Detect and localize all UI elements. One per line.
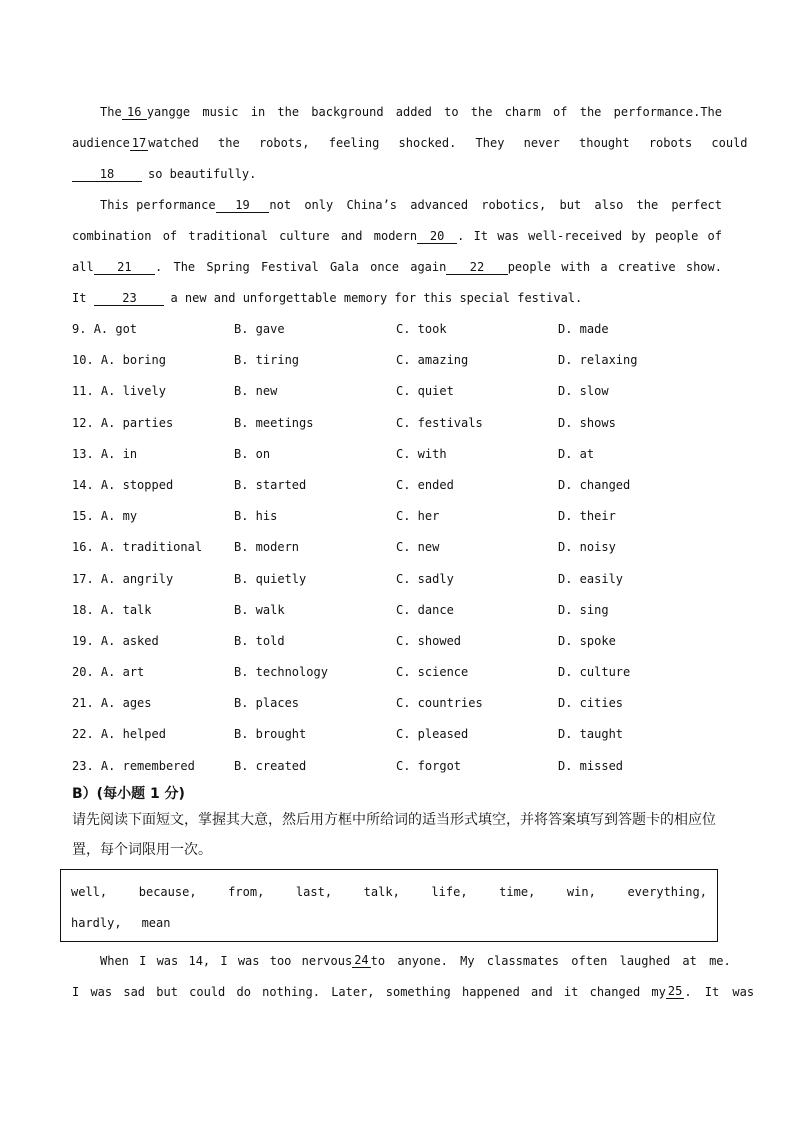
- option-b[interactable]: B. new: [234, 384, 278, 399]
- options-list: [72, 314, 722, 782]
- option-c[interactable]: C. dance: [396, 602, 454, 617]
- option-a[interactable]: A. got: [93, 322, 138, 336]
- option-b[interactable]: B. on: [234, 446, 271, 461]
- option-a[interactable]: A. boring: [100, 353, 166, 368]
- option-d[interactable]: D. culture: [558, 665, 631, 680]
- passage-line: It 23 a new and unforgettable memory for this special festival.: [72, 290, 583, 305]
- option-d[interactable]: D. made: [558, 322, 609, 336]
- option-a[interactable]: A. remembered: [100, 758, 195, 773]
- option-c[interactable]: C. festivals: [396, 415, 483, 430]
- option-d[interactable]: D. cities: [558, 696, 624, 711]
- option-row: 10. A. boring B. tiring C. amazing D. relaxing: [72, 345, 722, 376]
- section-b-instruction: 请先阅读下面短文，掌握其大意，然后用方框中所给词的适当形式填空，并将答案填写到答题卡的相应位: [72, 811, 716, 828]
- option-a[interactable]: A. traditional: [100, 540, 203, 555]
- option-b[interactable]: B. tiring: [234, 353, 300, 368]
- option-b[interactable]: B. modern: [234, 540, 300, 555]
- blank-16[interactable]: 16: [122, 106, 147, 120]
- option-d[interactable]: D. their: [558, 509, 616, 524]
- option-row: 19. A. asked B. told C. showed D. spoke: [72, 626, 722, 657]
- option-c[interactable]: C. her: [396, 509, 440, 524]
- option-d[interactable]: D. easily: [558, 571, 624, 586]
- option-c[interactable]: C. quiet: [396, 384, 454, 399]
- option-c[interactable]: C. countries: [396, 696, 483, 711]
- option-d[interactable]: D. noisy: [558, 540, 616, 555]
- option-row: 20. A. art B. technology C. science D. culture: [72, 657, 722, 688]
- passage-line: I was sad but could do nothing. Later, something happened and it changed my 25 . It was: [72, 984, 755, 999]
- option-a[interactable]: A. stopped: [100, 477, 174, 492]
- option-b[interactable]: B. quietly: [234, 571, 307, 586]
- blank-20[interactable]: 20: [417, 230, 457, 244]
- blank-22[interactable]: 22: [446, 261, 507, 275]
- word-box-row: hardly, mean: [71, 915, 171, 930]
- option-a[interactable]: A. helped: [100, 727, 166, 742]
- blank-23[interactable]: 23: [94, 292, 164, 306]
- option-b[interactable]: B. told: [234, 633, 285, 648]
- blank-19[interactable]: 19: [216, 199, 270, 213]
- option-c[interactable]: C. showed: [396, 633, 462, 648]
- option-row: 13. A. in B. on C. with D. at: [72, 439, 722, 470]
- option-a[interactable]: A. my: [100, 509, 138, 524]
- blank-17[interactable]: 17: [131, 135, 147, 150]
- option-row: 16. A. traditional B. modern C. new D. noisy: [72, 532, 722, 563]
- option-b[interactable]: B. brought: [234, 727, 307, 742]
- blank-25[interactable]: 25: [667, 984, 683, 999]
- option-b[interactable]: B. created: [234, 758, 307, 773]
- option-d[interactable]: D. at: [558, 446, 595, 461]
- option-row: 9. A. got B. gave C. took D. made: [72, 314, 722, 345]
- option-b[interactable]: B. technology: [234, 665, 328, 680]
- option-b[interactable]: B. started: [234, 477, 307, 492]
- option-d[interactable]: D. missed: [558, 758, 624, 773]
- word-box-row: well, because, from, last, talk, life, time, win, everything,: [71, 884, 707, 899]
- option-c[interactable]: C. science: [396, 665, 469, 680]
- option-d[interactable]: D. relaxing: [558, 353, 638, 368]
- passage-line: When I was 14, I was too nervous 24 to anyone. My classmates often laughed at me.: [100, 953, 731, 968]
- blank-21[interactable]: 21: [94, 261, 155, 275]
- option-a[interactable]: A. ages: [100, 696, 152, 711]
- option-b[interactable]: B. places: [234, 696, 300, 711]
- option-a[interactable]: A. angrily: [100, 571, 174, 586]
- option-row: 22. A. helped B. brought C. pleased D. taught: [72, 719, 722, 750]
- option-a[interactable]: A. asked: [100, 633, 159, 648]
- option-d[interactable]: D. spoke: [558, 633, 616, 648]
- section-b-heading: B）(每小题 1 分): [72, 785, 185, 802]
- option-b[interactable]: B. gave: [234, 322, 285, 336]
- option-row: 12. A. parties B. meetings C. festivals D. shows: [72, 408, 722, 439]
- option-d[interactable]: D. slow: [558, 384, 609, 399]
- option-c[interactable]: C. forgot: [396, 758, 462, 773]
- blank-18[interactable]: 18: [72, 168, 142, 182]
- option-row: 15. A. my B. his C. her D. their: [72, 501, 722, 532]
- option-c[interactable]: C. ended: [396, 477, 454, 492]
- option-c[interactable]: C. sadly: [396, 571, 454, 586]
- option-row: 18. A. talk B. walk C. dance D. sing: [72, 595, 722, 626]
- option-b[interactable]: B. walk: [234, 602, 285, 617]
- option-a[interactable]: A. art: [100, 665, 145, 680]
- passage-line: all 21 . The Spring Festival Gala once again 22 people with a creative show.: [72, 259, 722, 274]
- option-c[interactable]: C. amazing: [396, 353, 469, 368]
- document-page: [71, 97, 755, 1008]
- option-c[interactable]: C. pleased: [396, 727, 469, 742]
- option-a[interactable]: A. lively: [100, 384, 166, 399]
- option-row: 21. A. ages B. places C. countries D. cities: [72, 688, 722, 719]
- blank-24[interactable]: 24: [354, 953, 369, 968]
- option-d[interactable]: D. changed: [558, 477, 631, 492]
- option-row: 14. A. stopped B. started C. ended D. changed: [72, 470, 722, 501]
- passage-line: combination of traditional culture and modern 20 . It was well-received by people of: [72, 228, 722, 243]
- option-row: 23. A. remembered B. created C. forgot D. missed: [72, 751, 722, 782]
- option-b[interactable]: B. meetings: [234, 415, 314, 430]
- section-b-instruction: 置，每个词限用一次。: [72, 841, 212, 858]
- option-d[interactable]: D. shows: [558, 415, 616, 430]
- word-box: [60, 869, 718, 942]
- option-a[interactable]: A. in: [100, 446, 138, 461]
- option-row: 17. A. angrily B. quietly C. sadly D. easily: [72, 564, 722, 595]
- passage-line: 18 so beautifully.: [72, 159, 722, 190]
- option-d[interactable]: D. sing: [558, 602, 609, 617]
- option-c[interactable]: C. took: [396, 322, 447, 336]
- option-a[interactable]: A. talk: [100, 602, 152, 617]
- option-c[interactable]: C. with: [396, 446, 447, 461]
- option-b[interactable]: B. his: [234, 509, 278, 524]
- option-a[interactable]: A. parties: [100, 415, 174, 430]
- option-c[interactable]: C. new: [396, 540, 440, 555]
- passage-line: audience 17 watched the robots, feeling shocked. They never thought robots could: [72, 135, 748, 150]
- option-row: 11. A. lively B. new C. quiet D. slow: [72, 376, 722, 407]
- option-d[interactable]: D. taught: [558, 727, 624, 742]
- passage-line: The 16 yangge music in the background added to the charm of the performance. The: [100, 104, 722, 119]
- passage-line: This performance 19 not only China’s advanced robotics, but also the perfect: [100, 197, 722, 212]
